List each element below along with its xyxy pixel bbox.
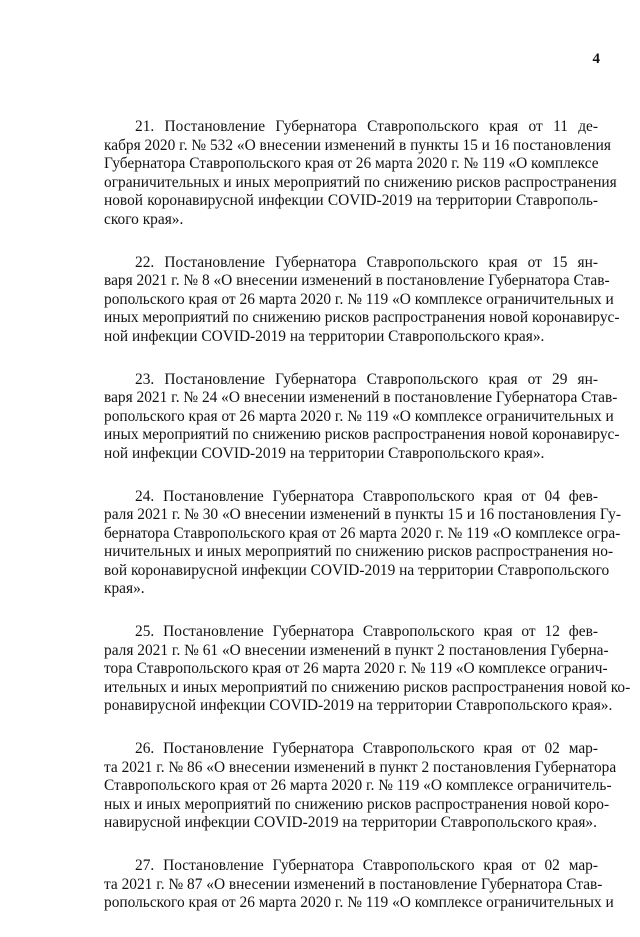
text-line: ского края».: [104, 210, 184, 228]
text-line: иных мероприятий по снижению рисков распространения новой коронавирус-: [104, 309, 620, 327]
text-line: Ставропольского края от 26 марта 2020 г. № 119 «О комплексе ограничитель-: [104, 777, 612, 795]
text-line: 23. Постановление Губернатора Ставропольского края от 29 ян-: [135, 370, 598, 388]
text-line: ительных и иных мероприятий по снижению рисков распространения новой ко-: [104, 678, 631, 696]
list-item-23: [104, 370, 620, 464]
text-line: ограничительных и иных мероприятий по снижению рисков распространения: [104, 173, 617, 191]
list-item-25: [104, 623, 631, 716]
text-line: 27. Постановление Губернатора Ставропольского края от 02 мар-: [135, 857, 598, 874]
text-line: ных и иных мероприятий по снижению рисков распространения новой коро-: [104, 795, 610, 813]
text-line: Губернатора Ставропольского края от 26 марта 2020 г. № 119 «О комплексе: [104, 155, 599, 173]
document-body: [104, 118, 631, 937]
list-item-22: [104, 253, 620, 347]
text-line: 22. Постановление Губернатора Ставропольского края от 15 ян-: [135, 253, 598, 271]
text-line: бернатора Ставропольского края от 26 марта 2020 г. № 119 «О комплексе огра-: [104, 524, 621, 542]
text-line: навирусной инфекции COVID-2019 на территории Ставропольского края».: [104, 814, 597, 832]
text-line: новой коронавирусной инфекции COVID-2019 на территории Ставрополь-: [104, 192, 598, 210]
text-line: кабря 2020 г. № 532 «О внесении изменений в пункты 15 и 16 постановления: [104, 136, 611, 154]
list-item-24: [104, 487, 621, 600]
text-line: та 2021 г. № 87 «О внесении изменений в постановление Губернатора Став-: [104, 875, 603, 893]
text-line: ронавирусной инфекции COVID-2019 на территории Ставропольского края».: [104, 697, 613, 715]
text-line: 25. Постановление Губернатора Ставропольского края от 12 фев-: [135, 623, 598, 641]
text-line: варя 2021 г. № 24 «О внесении изменений в постановление Губернатора Став-: [104, 389, 618, 407]
list-item-21: [104, 118, 617, 230]
page-number: 4: [592, 51, 600, 67]
text-line: ной инфекции COVID-2019 на территории Ставропольского края».: [104, 444, 545, 462]
text-line: та 2021 г. № 86 «О внесении изменений в пункт 2 постановления Губернатора: [104, 758, 617, 776]
text-line: ропольского края от 26 марта 2020 г. № 119 «О комплексе ограничительных и: [104, 894, 614, 912]
text-line: раля 2021 г. № 61 «О внесении изменений в пункт 2 постановления Губерна-: [104, 641, 609, 659]
text-line: 21. Постановление Губернатора Ставропольского края от 11 де-: [135, 118, 598, 135]
text-line: ропольского края от 26 марта 2020 г. № 119 «О комплексе ограничительных и: [104, 407, 614, 425]
text-line: 24. Постановление Губернатора Ставропольского края от 04 фев-: [135, 487, 598, 505]
text-line: раля 2021 г. № 30 «О внесении изменений в пункты 15 и 16 постановления Гу-: [104, 506, 621, 524]
text-line: ничительных и иных мероприятий по снижению рисков распространения но-: [104, 543, 614, 561]
text-line: иных мероприятий по снижению рисков распространения новой коронавирус-: [104, 426, 620, 444]
list-item-26: [104, 740, 617, 833]
text-line: тора Ставропольского края от 26 марта 2020 г. № 119 «О комплексе огранич-: [104, 660, 608, 678]
text-line: края».: [104, 580, 145, 598]
text-line: вой коронавирусной инфекции COVID-2019 на территории Ставропольского: [104, 561, 610, 579]
text-line: 26. Постановление Губернатора Ставропольского края от 02 мар-: [135, 740, 598, 758]
text-line: ной инфекции COVID-2019 на территории Ставропольского края».: [104, 327, 545, 345]
list-item-27: [104, 857, 614, 913]
text-line: ропольского края от 26 марта 2020 г. № 119 «О комплексе ограничительных и: [104, 290, 614, 308]
text-line: варя 2021 г. № 8 «О внесении изменений в постановление Губернатора Став-: [104, 272, 610, 290]
